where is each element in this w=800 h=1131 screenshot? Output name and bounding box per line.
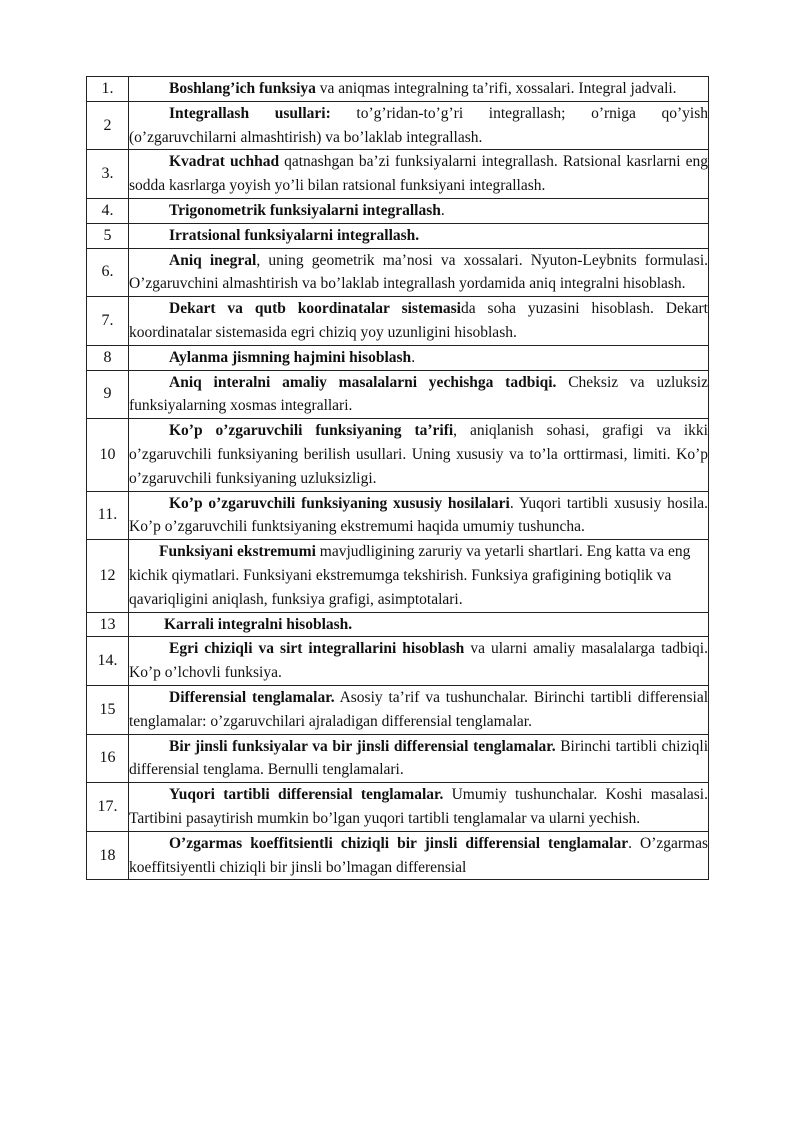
row-title: Egri chiziqli va sirt integrallarini hisoblash xyxy=(169,640,465,658)
table-row xyxy=(87,297,709,346)
row-text xyxy=(129,77,709,102)
row-number: 1. xyxy=(87,77,129,102)
row-title: Ko’p o’zgaruvchili funksiyaning xususiy hosilalari xyxy=(169,494,510,512)
row-number: 16 xyxy=(87,734,129,783)
row-text xyxy=(129,831,709,880)
row-description: da soha yuzasini hisoblash. Dekart koordinatalar sistemasida egri chiziq yoy uzunligini hisoblash. xyxy=(129,300,708,341)
row-title: Dekart va qutb koordinatalar sistemasi xyxy=(169,300,461,318)
row-description: Asosiy ta’rif va tushunchalar. Birinchi tartibli differensial tenglamalar: o’zgaruvchilari ajraladigan differensial tenglamalar. xyxy=(129,688,709,730)
row-number: 5 xyxy=(87,223,129,248)
row-number: 14. xyxy=(87,637,129,686)
row-description: qatnashgan ba’zi funksiyalarni integrallash. Ratsional kasrlarni eng sodda kasrlarga yoyish yo’li bilan ratsional funksiyani integrallash. xyxy=(129,153,708,195)
row-number: 7. xyxy=(87,297,129,346)
row-title: Trigonometrik funksiyalarni integrallash xyxy=(169,201,441,219)
row-description: Cheksiz va uzluksiz funksiyalarning xosmas integrallari. xyxy=(129,373,708,415)
row-text xyxy=(129,491,709,540)
row-text xyxy=(129,612,709,637)
row-number: 2 xyxy=(87,101,129,150)
row-text xyxy=(129,685,709,734)
row-number: 3. xyxy=(87,150,129,199)
row-title: O’zgarmas koeffitsientli chiziqli bir jinsli differensial tenglamalar xyxy=(169,834,629,852)
row-text xyxy=(129,345,709,370)
table-row xyxy=(87,101,709,150)
table-row xyxy=(87,637,709,686)
row-text xyxy=(129,540,709,612)
row-title: Kvadrat uchhad xyxy=(169,153,280,171)
row-title: Aniq interalni amaliy masalalarni yechishga tadbiqi. xyxy=(169,373,557,391)
row-text xyxy=(129,297,709,346)
table-row xyxy=(87,345,709,370)
row-number: 12 xyxy=(87,540,129,612)
row-number: 4. xyxy=(87,198,129,223)
table-row xyxy=(87,370,709,419)
row-description: . O’zgarmas koeffitsiyentli chiziqli bir jinsli bo’lmagan differensial xyxy=(129,834,708,876)
row-description: Umumiy tushunchalar. Koshi masalasi. Tartibini pasaytirish mumkin bo’lgan yuqori tartibli tenglamalar va ularni yechish. xyxy=(129,786,708,827)
row-text xyxy=(129,734,709,783)
row-title: Bir jinsli funksiyalar va bir jinsli differensial tenglamalar. xyxy=(169,737,556,755)
row-title: Karrali integralni hisoblash. xyxy=(164,615,353,633)
row-number: 8 xyxy=(87,345,129,370)
table-row xyxy=(87,223,709,248)
row-description: . Yuqori tartibli xususiy hosila. Ko’p o’zgaruvchili funktsiyaning ekstremumi haqida umumiy tushuncha. xyxy=(129,494,709,536)
table-row xyxy=(87,150,709,199)
row-text xyxy=(129,419,709,491)
row-text xyxy=(129,101,709,150)
row-description: , aniqlanish sohasi, grafigi va ikki o’zgaruvchili funksiyaning berilish usullari. Uning xususiy va to’la orttirmasi, limiti. Ko’p o’zgaruvchili funksiyaning uzluksizligi. xyxy=(129,422,708,487)
row-number: 6. xyxy=(87,248,129,297)
topics-table xyxy=(86,76,709,880)
row-text xyxy=(129,223,709,248)
row-description: va aniqmas integralning ta’rifi, xossalari. Integral jadvali. xyxy=(315,80,677,97)
table-row xyxy=(87,783,709,832)
row-text xyxy=(129,198,709,223)
row-title: Differensial tenglamalar. xyxy=(169,688,335,706)
row-number: 10 xyxy=(87,419,129,491)
row-text xyxy=(129,248,709,297)
row-description: mavjudligining zaruriy va yetarli shartlari. Eng katta va eng kichik qiymatlari. Funksiyani ekstremumga tekshirish. Funksiya grafigining botiqlik va qavariqligini aniqlash, funksiya grafigi, asimptotalari. xyxy=(129,543,691,608)
row-title: Aniq inegral xyxy=(169,251,257,269)
row-text xyxy=(129,637,709,686)
row-title: Boshlang’ich funksiya xyxy=(169,80,316,97)
row-description: , uning geometrik ma’nosi va xossalari. Nyuton-Leybnits formulasi. O’zgaruvchini almashtirish va bo’laklab integrallash yordamida aniq integralni hisoblash. xyxy=(129,251,709,293)
row-description: . xyxy=(440,201,445,219)
row-description: to’g’ridan-to’g’ri integrallash; o’rniga qo’yish (o’zgaruvchilarni almashtirish) va bo’laklab integrallash. xyxy=(129,104,708,146)
row-description: Birinchi tartibli chiziqli differensial tenglama. Bernulli tenglamalari. xyxy=(129,737,708,779)
row-number: 11. xyxy=(87,491,129,540)
table-row xyxy=(87,77,709,102)
row-title: Ko’p o’zgaruvchili funksiyaning ta’rifi xyxy=(169,422,454,440)
table-row xyxy=(87,198,709,223)
table-row xyxy=(87,612,709,637)
row-text xyxy=(129,783,709,832)
table-row xyxy=(87,540,709,612)
row-title: Aylanma jismning hajmini hisoblash xyxy=(169,348,412,366)
row-number: 17. xyxy=(87,783,129,832)
row-title: Irratsional funksiyalarni integrallash. xyxy=(169,226,420,244)
row-title: Integrallash usullari: xyxy=(169,104,331,122)
table-row xyxy=(87,419,709,491)
row-title: Yuqori tartibli differensial tenglamalar. xyxy=(169,786,444,804)
row-number: 15 xyxy=(87,685,129,734)
row-number: 9 xyxy=(87,370,129,419)
row-text xyxy=(129,370,709,419)
row-description: va ularni amaliy masalalarga tadbiqi. Ko’p o’lchovli funksiya. xyxy=(129,640,708,682)
row-number: 18 xyxy=(87,831,129,880)
table-row xyxy=(87,685,709,734)
table-row xyxy=(87,734,709,783)
row-description: . xyxy=(411,348,416,366)
table-row xyxy=(87,831,709,880)
row-number: 13 xyxy=(87,612,129,637)
row-text xyxy=(129,150,709,199)
table-row xyxy=(87,248,709,297)
row-title: Funksiyani ekstremumi xyxy=(159,543,316,561)
table-row xyxy=(87,491,709,540)
topics-table-body xyxy=(87,77,709,880)
